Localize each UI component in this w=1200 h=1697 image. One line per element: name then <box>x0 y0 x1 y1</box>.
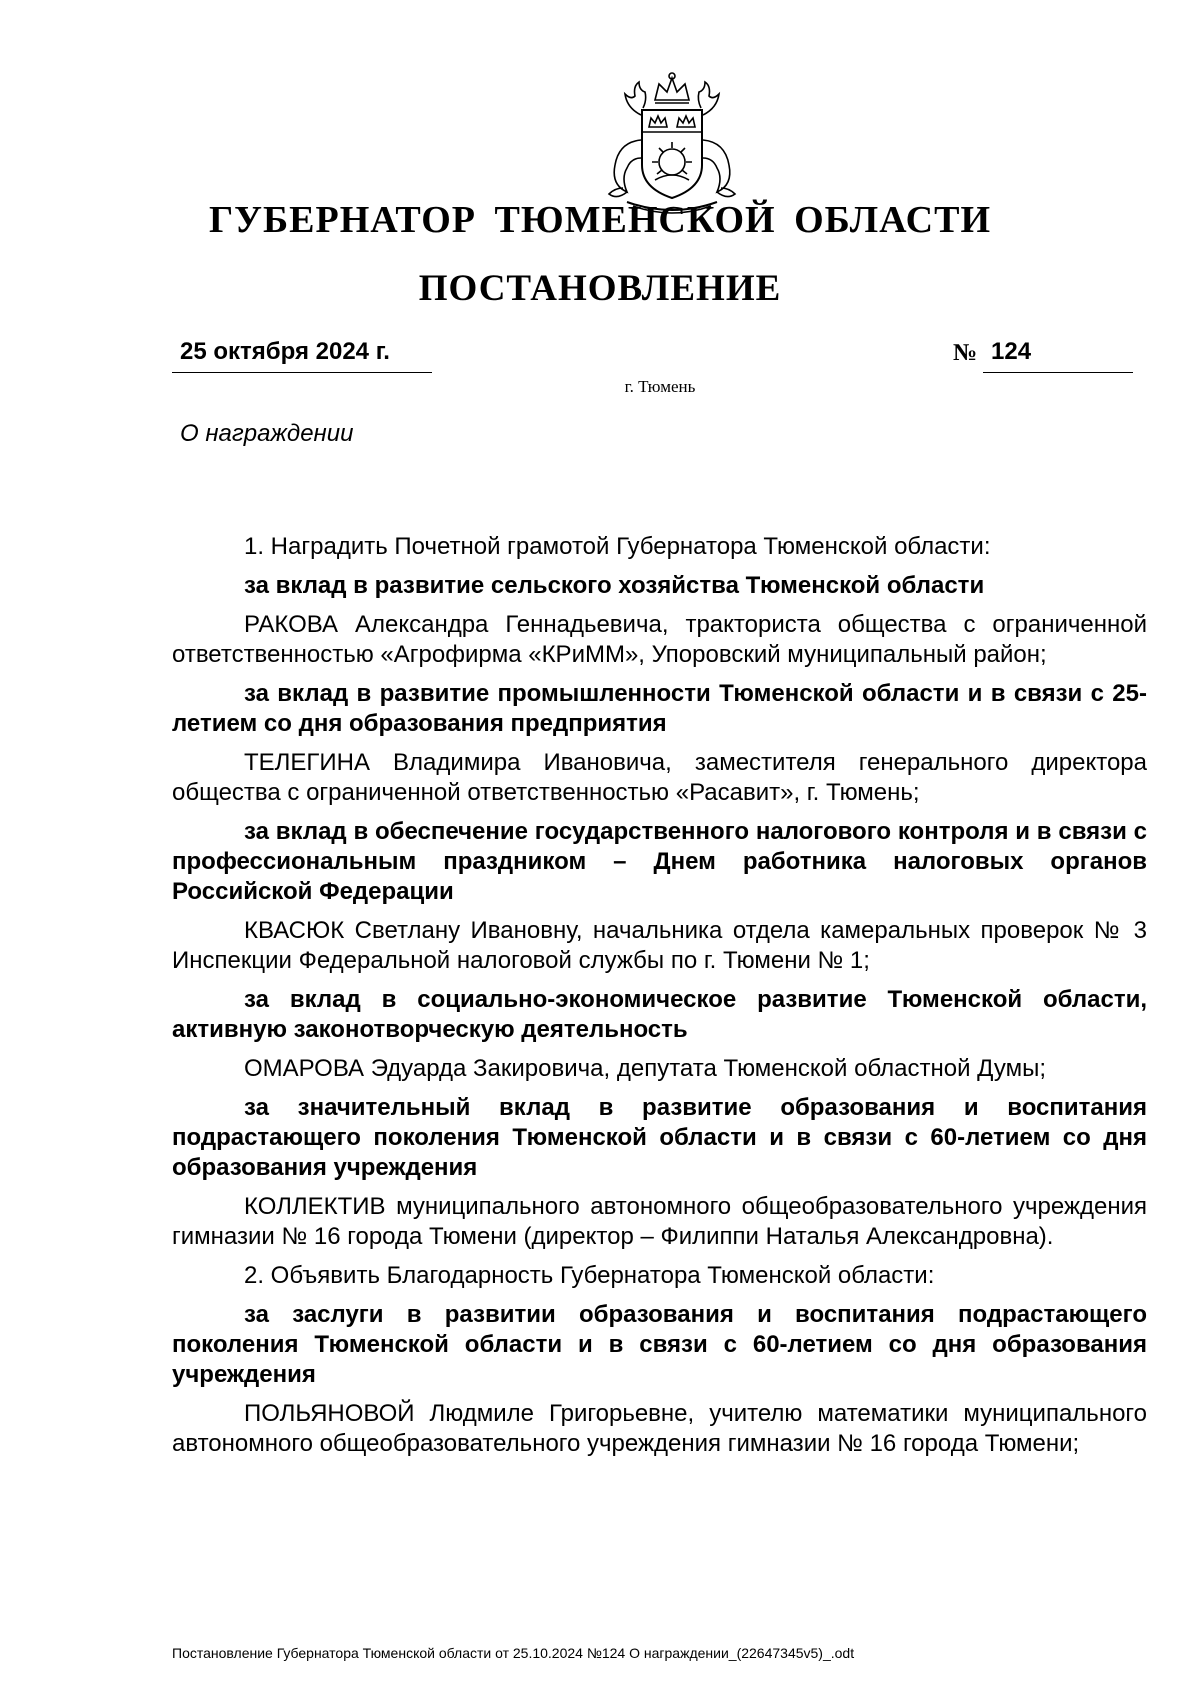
paragraph-awardee: ТЕЛЕГИНА Владимира Ивановича, заместителя генерального директора общества с ограниченной ответственностью «Расавит», г. Тюмень; <box>172 749 1147 806</box>
paragraph-reason-heading: за значительный вклад в развитие образования и воспитания подрастающего поколения Тюменской области и в связи с 60-летием со дня образования учреждения <box>172 1094 1147 1181</box>
paragraph-award-clause-1: 1. Наградить Почетной грамотой Губернатора Тюменской области: <box>244 533 991 560</box>
paragraph-reason-heading: за вклад в развитие промышленности Тюменской области и в связи с 25-летием со дня образования предприятия <box>172 680 1147 737</box>
paragraph-awardee: ПОЛЬЯНОВОЙ Людмиле Григорьевне, учителю математики муниципального автономного общеобразовательного учреждения гимназии № 16 города Тюмени; <box>172 1400 1147 1457</box>
paragraph-awardee: РАКОВА Александра Геннадьевича, тракториста общества с ограниченной ответственностью «Агрофирма «КРиММ», Упоровский муниципальный район; <box>172 611 1147 668</box>
paragraph-awardee: ОМАРОВА Эдуарда Закировича, депутата Тюменской областной Думы; <box>244 1055 1047 1082</box>
paragraph-reason-heading: за вклад в обеспечение государственного налогового контроля и в связи с профессиональным праздником – Днем работника налоговых органов Российской Федерации <box>172 818 1147 905</box>
city-label: г. Тюмень <box>624 377 696 396</box>
paragraph-awardee: КОЛЛЕКТИВ муниципального автономного общеобразовательного учреждения гимназии № 16 города Тюмени (директор – Филиппи Наталья Александровна). <box>172 1193 1147 1250</box>
document-number: 124 <box>991 338 1032 365</box>
document-subject: О награждении <box>180 420 354 447</box>
date-field <box>172 338 432 373</box>
authority-title: ГУБЕРНАТОР ТЮМЕНСКОЙ ОБЛАСТИ <box>208 199 992 241</box>
paragraph-award-clause-2: 2. Объявить Благодарность Губернатора Тюменской области: <box>244 1262 935 1289</box>
coat-of-arms-emblem <box>597 70 747 215</box>
footer-filename: Постановление Губернатора Тюменской области от 25.10.2024 №124 О награждении_(22647345v5)_.odt <box>172 1645 855 1661</box>
paragraph-awardee: КВАСЮК Светлану Ивановну, начальника отдела камеральных проверок № 3 Инспекции Федеральной налоговой службы по г. Тюмени № 1; <box>172 917 1147 974</box>
paragraph-reason-heading: за заслуги в развитии образования и воспитания подрастающего поколения Тюменской области и в связи с 60-летием со дня образования учреждения <box>172 1301 1147 1388</box>
document-type-title: ПОСТАНОВЛЕНИЕ <box>418 268 782 309</box>
paragraph-reason-heading: за вклад в развитие сельского хозяйства Тюменской области <box>244 572 985 599</box>
paragraph-reason-heading: за вклад в социально-экономическое развитие Тюменской области, активную законотворческую деятельность <box>172 986 1147 1043</box>
document-date: 25 октября 2024 г. <box>180 338 390 365</box>
number-label: № <box>953 340 978 366</box>
document-body <box>172 532 1147 1468</box>
number-field <box>983 338 1133 373</box>
